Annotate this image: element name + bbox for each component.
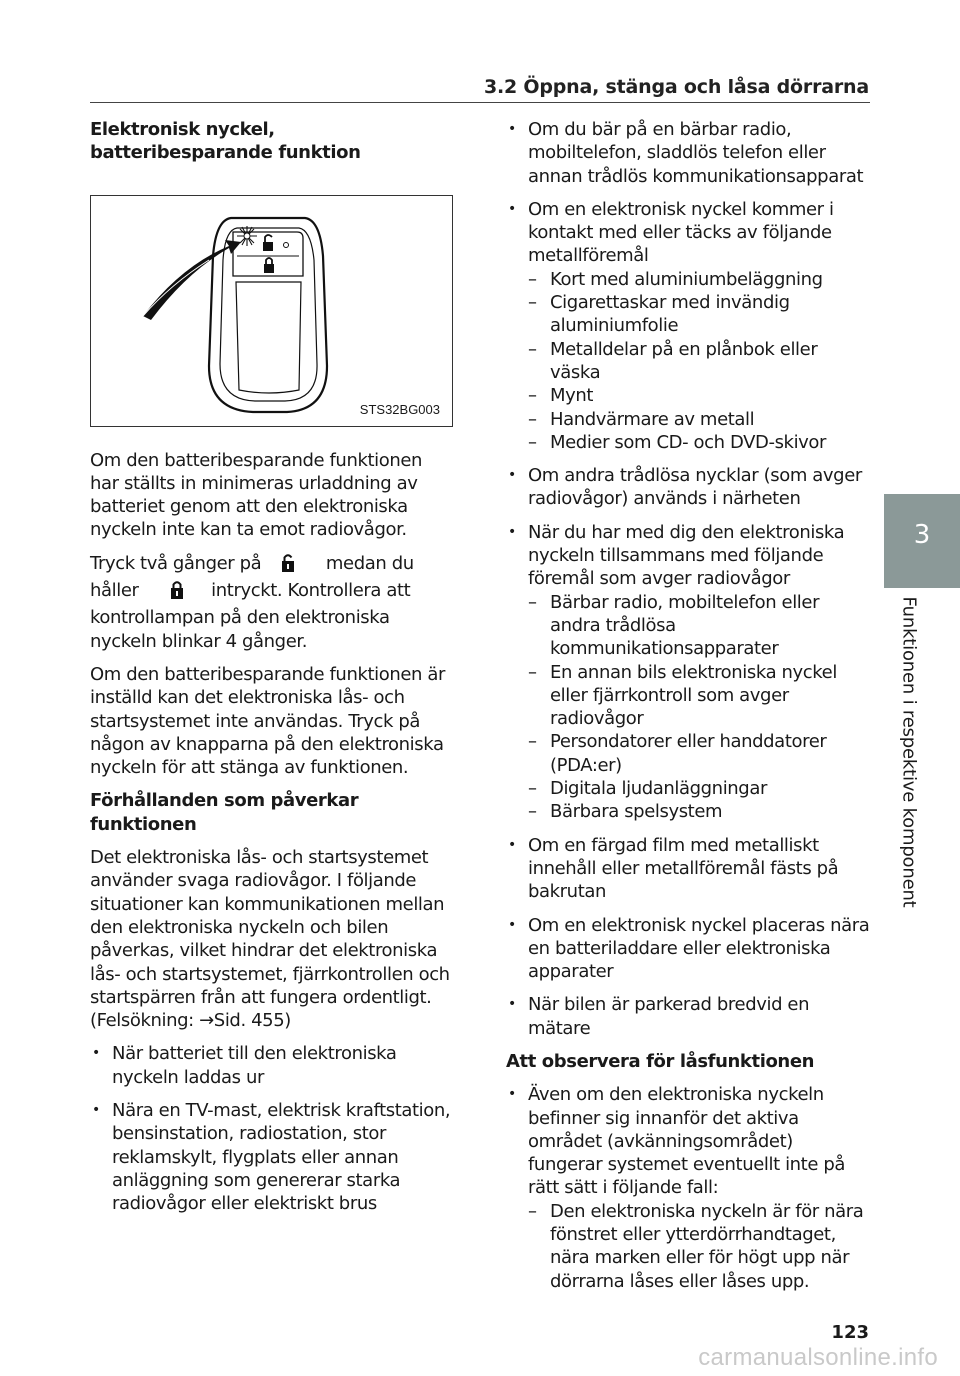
paragraph-text: intryckt. Kontrollera att kontrollampan på den elektroniska nyckeln blinkar 4 gånger. (90, 580, 411, 652)
paragraph-with-icons (90, 552, 454, 653)
page-number: 123 (831, 1322, 869, 1343)
list-item: • Nära en TV-mast, elektrisk kraftstation, bensinstation, radiostation, stor reklamskylt, flygplats eller annan anläggning som genererar starka radiovågor eller elektriskt brus (90, 1099, 454, 1215)
list-item: • Om en färgad film med metalliskt innehåll eller metallföremål fästs på bakrutan (506, 834, 870, 904)
list-item: • När bilen är parkerad bredvid en mätare (506, 993, 870, 1040)
paragraph: Det elektroniska lås- och startsystemet använder svaga radiovågor. I följande situationer kan kommunikationen mellan den elektroniska nyckeln och bilen påverkas, vilket hindrar det elektroniska lås- och startsystemet, fjärrkontrollen och startspärren från att fungera ordentligt. (Felsökning: →Sid. 455) (90, 847, 450, 1032)
paragraph: Om den batteribesparande funktionen har ställts in minimeras urladdning av batteriet genom att den elektroniska nyckeln inte kan ta emot radiovågor. (90, 449, 423, 541)
list-item: • När batteriet till den elektroniska nyckeln laddas ur (90, 1042, 454, 1089)
sub-list (506, 268, 870, 454)
section-subheading: Förhållanden som påverkar funktionen (90, 790, 359, 835)
key-illustration (90, 195, 453, 427)
list-item-text: • Även om den elektroniska nyckeln befinner sig innanför det aktiva området (avkänningsområdet) fungerar systemet eventuellt inte på rätt sätt i följande fall: (528, 1084, 845, 1199)
sub-list-item: – Bärbara spelsystem (506, 800, 870, 823)
list-item (506, 521, 870, 591)
sub-list-item: – Persondatorer eller handdatorer (PDA:er) (506, 730, 870, 777)
left-column (90, 118, 454, 1226)
sub-list (506, 591, 870, 824)
sub-list-item: – Medier som CD- och DVD-skivor (506, 431, 870, 454)
list-item-text: • När du har med dig den elektroniska nyckeln tillsammans med följande föremål som avger radiovågor (528, 521, 845, 590)
list-item (506, 1083, 870, 1199)
lock-icon (170, 580, 184, 606)
sub-list-item: – Den elektroniska nyckeln är för nära fönstret eller ytterdörrhandtaget, nära marken eller för högt upp när dörrarna låses eller låses upp. (506, 1200, 870, 1293)
sub-list-item: – Mynt (506, 384, 870, 407)
chapter-number: 3 (913, 520, 931, 550)
section-heading: Elektronisk nyckel, batteribesparande funktion (90, 119, 361, 164)
sub-list-item: – Metalldelar på en plånbok eller väska (506, 338, 870, 385)
section-subheading: Att observera för låsfunktionen (506, 1050, 815, 1072)
figure-code: STS32BG003 (359, 402, 440, 418)
list-item: • Om en elektronisk nyckel placeras nära en batteriladdare eller elektroniska apparater (506, 914, 870, 984)
sub-list-item: – En annan bils elektroniska nyckel eller fjärrkontroll som avger radiovågor (506, 661, 870, 731)
unlock-icon (281, 553, 295, 579)
paragraph-text: medan du håller (90, 552, 414, 602)
list-item: • Om du bär på en bärbar radio, mobiltelefon, sladdlös telefon eller annan trådlös kommunikationsapparat (506, 118, 870, 188)
right-column (506, 118, 870, 1293)
sub-list-item: – Handvärmare av metall (506, 408, 870, 431)
sub-list-item: – Digitala ljudanläggningar (506, 777, 870, 800)
header-divider (90, 102, 870, 103)
list-item: • Om andra trådlösa nycklar (som avger radiovågor) används i närheten (506, 464, 870, 511)
sub-list (506, 1200, 870, 1293)
smart-key-drawing (91, 196, 452, 426)
paragraph-text: Tryck två gånger på (90, 552, 262, 574)
watermark: carmanualsonline.info (698, 1344, 938, 1371)
paragraph: Om den batteribesparande funktionen är inställd kan det elektroniska lås- och startsystemet inte användas. Tryck på någon av knapparna på den elektroniska nyckeln för att stänga av funktionen. (90, 663, 445, 779)
chapter-title: Funktionen i respektive komponent (898, 596, 920, 908)
sub-list-item: – Cigarettaskar med invändig aluminiumfolie (506, 291, 870, 338)
list-item-text: • Om en elektronisk nyckel kommer i kontakt med eller täcks av följande metallföremål (528, 198, 834, 267)
page-header-title: 3.2 Öppna, stänga och låsa dörrarna (483, 76, 869, 98)
sub-list-item: – Bärbar radio, mobiltelefon eller andra trådlösa kommunikationsapparater (506, 591, 870, 661)
sub-list-item: – Kort med aluminiumbeläggning (506, 268, 870, 291)
list-item (506, 198, 870, 268)
